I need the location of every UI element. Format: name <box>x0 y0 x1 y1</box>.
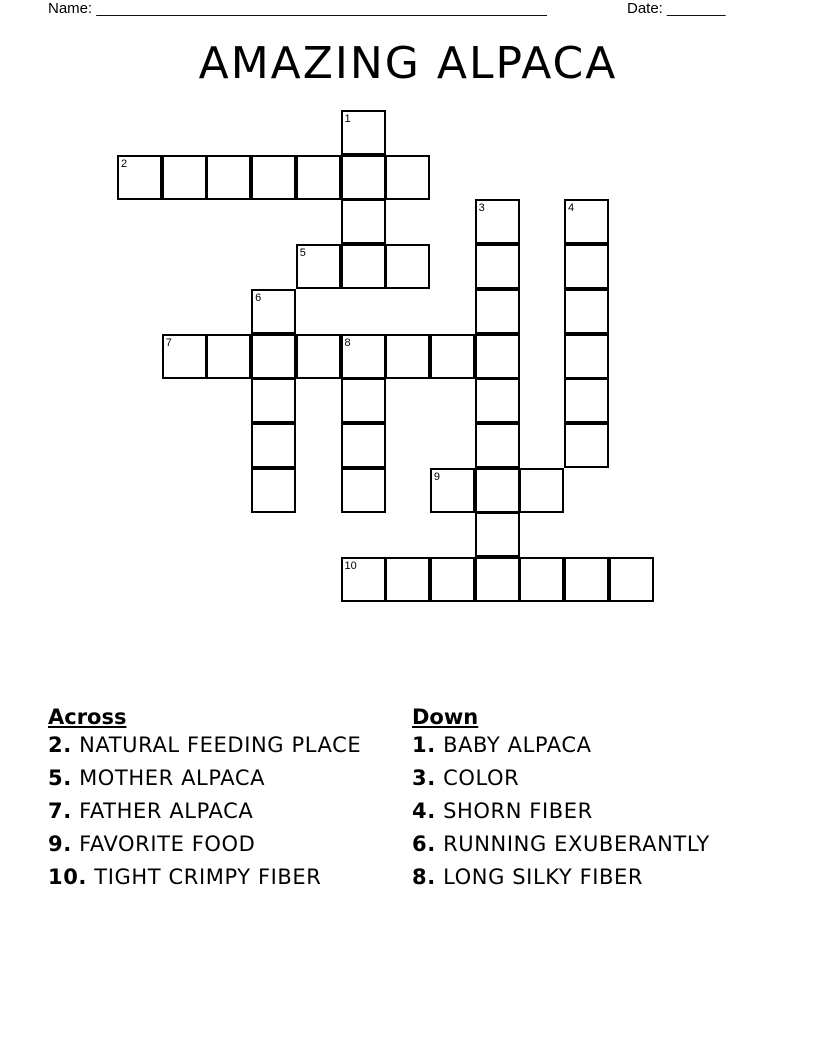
clue-item <box>412 864 792 890</box>
clue-item <box>48 765 398 791</box>
clue-item <box>48 831 398 857</box>
clue-number: 4. <box>412 799 436 823</box>
grid-cell[interactable] <box>475 423 520 468</box>
clue-text: LONG SILKY FIBER <box>443 865 644 889</box>
grid-cell[interactable] <box>519 557 564 602</box>
grid-cell[interactable] <box>564 289 609 334</box>
grid-cell[interactable] <box>206 155 251 200</box>
grid-cell[interactable] <box>609 557 654 602</box>
cell-number: 4 <box>568 202 575 215</box>
grid-cell[interactable] <box>206 334 251 379</box>
puzzle-title: AMAZING ALPACA <box>198 38 618 89</box>
grid-cell[interactable] <box>475 334 520 379</box>
clue-text: BABY ALPACA <box>443 733 592 757</box>
clue-item <box>48 798 398 824</box>
date-field[interactable]: Date: _______ <box>627 0 726 17</box>
clue-number: 7. <box>48 799 72 823</box>
clue-number: 6. <box>412 832 436 856</box>
grid-cell[interactable] <box>162 155 207 200</box>
grid-cell[interactable] <box>296 155 341 200</box>
clue-number: 3. <box>412 766 436 790</box>
clue-text: MOTHER ALPACA <box>79 766 266 790</box>
grid-cell[interactable] <box>475 512 520 557</box>
grid-cell[interactable] <box>341 244 386 289</box>
grid-cell[interactable] <box>117 155 162 200</box>
cell-number: 3 <box>478 202 485 215</box>
grid-cell[interactable] <box>564 334 609 379</box>
grid-cell[interactable] <box>475 199 520 244</box>
grid-cell[interactable] <box>385 557 430 602</box>
grid-cell[interactable] <box>251 334 296 379</box>
grid-cell[interactable] <box>475 289 520 334</box>
grid-cell[interactable] <box>341 155 386 200</box>
grid-cell[interactable] <box>564 199 609 244</box>
clue-item <box>412 798 792 824</box>
grid-cell[interactable] <box>341 468 386 513</box>
grid-cell[interactable] <box>341 378 386 423</box>
down-clue-list <box>412 732 792 890</box>
grid-cell[interactable] <box>341 423 386 468</box>
cell-number: 1 <box>344 113 351 125</box>
grid-cell[interactable] <box>475 378 520 423</box>
across-clues <box>48 702 398 897</box>
grid-cell[interactable] <box>385 155 430 200</box>
clue-text: FATHER ALPACA <box>79 799 254 823</box>
clue-number: 5. <box>48 766 72 790</box>
grid-cell[interactable] <box>430 557 475 602</box>
down-heading: Down <box>412 705 479 729</box>
grid-cell[interactable] <box>385 244 430 289</box>
grid-cell[interactable] <box>519 468 564 513</box>
cell-number: 6 <box>255 291 262 304</box>
grid-cell[interactable] <box>251 468 296 513</box>
clue-number: 2. <box>48 733 72 757</box>
grid-cell[interactable] <box>341 334 386 379</box>
clue-text: NATURAL FEEDING PLACE <box>79 733 362 757</box>
clue-number: 10. <box>48 865 88 889</box>
cell-number: 5 <box>299 247 306 260</box>
grid-cell[interactable] <box>251 423 296 468</box>
clue-number: 1. <box>412 733 436 757</box>
grid-cell[interactable] <box>251 289 296 334</box>
grid-cell[interactable] <box>296 334 341 379</box>
cell-number: 2 <box>121 157 128 170</box>
grid-cell[interactable] <box>341 557 386 602</box>
name-field[interactable]: Name: ______________________________________________________ <box>48 0 547 17</box>
cell-number: 10 <box>344 560 357 572</box>
cell-number: 7 <box>165 336 172 349</box>
grid-cell[interactable] <box>341 110 386 155</box>
cell-number: 8 <box>344 336 351 349</box>
grid-cell[interactable] <box>475 244 520 289</box>
grid-cell[interactable] <box>475 557 520 602</box>
grid-cell[interactable] <box>251 155 296 200</box>
grid-cell[interactable] <box>564 557 609 602</box>
grid-cell[interactable] <box>564 378 609 423</box>
clue-item <box>48 732 398 758</box>
down-clues <box>412 702 792 897</box>
cell-number: 9 <box>433 470 441 483</box>
grid-cell[interactable] <box>341 199 386 244</box>
clue-item <box>48 864 398 890</box>
clue-item <box>412 831 792 857</box>
grid-cell[interactable] <box>296 244 341 289</box>
clue-text: RUNNING EXUBERANTLY <box>443 832 710 856</box>
grid-cell[interactable] <box>475 468 520 513</box>
grid-cell[interactable] <box>430 468 475 513</box>
clue-text: FAVORITE FOOD <box>79 832 256 856</box>
grid-cell[interactable] <box>564 423 609 468</box>
clue-text: COLOR <box>443 766 520 790</box>
clue-item <box>412 732 792 758</box>
clue-text: SHORN FIBER <box>443 799 593 823</box>
clue-number: 8. <box>412 865 436 889</box>
grid-cell[interactable] <box>430 334 475 379</box>
clue-text: TIGHT CRIMPY FIBER <box>94 865 322 889</box>
across-clue-list <box>48 732 398 890</box>
grid-cell[interactable] <box>564 244 609 289</box>
clue-number: 9. <box>48 832 72 856</box>
grid-cell[interactable] <box>162 334 207 379</box>
grid-cell[interactable] <box>251 378 296 423</box>
clue-item <box>412 765 792 791</box>
across-heading: Across <box>48 705 127 729</box>
grid-cell[interactable] <box>385 334 430 379</box>
